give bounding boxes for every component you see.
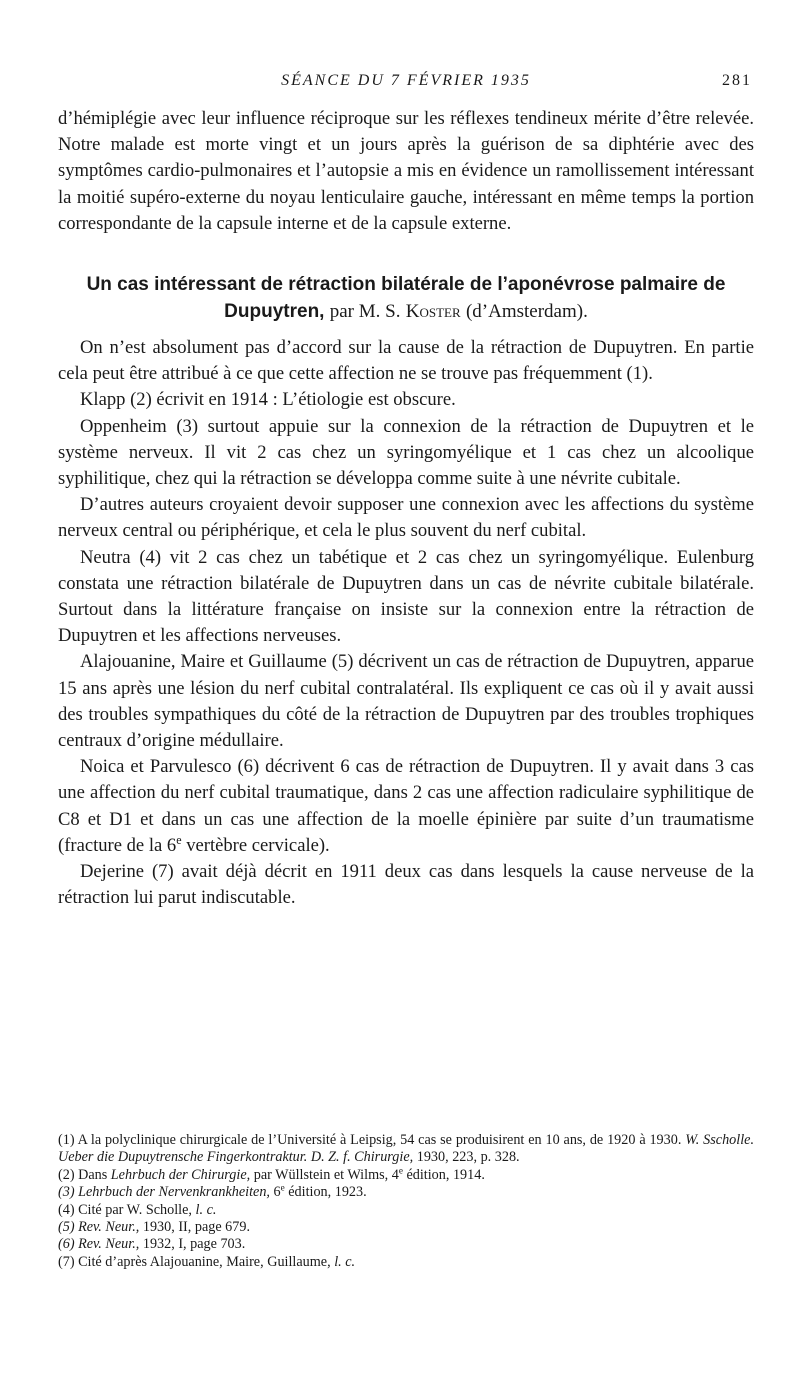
article-heading [58,271,754,325]
footnote-3-sup: e [280,1182,285,1193]
footnote-5-title: (5) Rev. Neur., [58,1219,140,1236]
running-head [60,72,752,94]
main-text [58,106,754,911]
footnote-6-title: (6) Rev. Neur., [58,1236,140,1253]
paragraph: On n’est absolument pas d’accord sur la cause de la rétraction de Dupuytren. En partie cela peut être attribué à ce que cette affection ne se trouve pas fréquemment (1). [58,337,754,385]
paragraph: Alajouanine, Maire et Guillaume (5) décrivent un cas de rétraction de Dupuytren, apparue 15 ans après une lésion du nerf cubital contralatéral. Ils expliquent ce cas où il y avait aussi des troubles sympathiques du côté de la rétraction de Dupuytren par des troubles trophiques centraux d’origine médullaire. [58,651,754,752]
footnote-7 [58,1254,754,1271]
footnote-1-ref: 1930, 223, p. 328. [416,1149,520,1166]
footnote-4 [58,1202,754,1219]
paragraph: D’autres auteurs croyaient devoir supposer une connexion avec les affections du système nerveux central ou périphérique, et cela le plus souvent du nerf cubital. [58,494,754,542]
opening-paragraph: d’hémiplégie avec leur influence réciproque sur les réflexes tendineux mérite d’être relevée. Notre malade est morte vingt et un jours après la guérison de sa diphtérie avec des symptômes cardio-pulmonaires et l’autopsie a mis en évidence un ramollissement intéressant la moitié supéro-externe du noyau lenticulaire gauche, intéressant en même temps la portion correspondante de la capsule interne et de la capsule externe. [58,108,754,234]
footnote-6 [58,1236,754,1253]
footnote-2-title: Lehrbuch der Chirurgie, [110,1166,251,1183]
running-title: SÉANCE DU 7 FÉVRIER 1935 [281,72,531,89]
footnote-4-ref: l. c. [195,1201,217,1218]
article-author: Koster [405,301,461,323]
footnote-6-ref: 1932, I, page 703. [142,1236,246,1253]
footnote-3 [58,1184,754,1201]
noica-text-b: vertèbre cervicale). [181,834,330,856]
footnote-3-title: (3) Lehrbuch der Nervenkrankheiten, [58,1184,270,1201]
paragraph: Neutra (4) vit 2 cas chez un tabétique et 2 cas chez un syringomyélique. Eulenburg constata une rétraction bilatérale de Dupuytren dans un cas de névrite cubitale bilatérale. Surtout dans la littérature française on insiste sur la connexion entre la rétraction de Dupuytren et les affections nerveuses. [58,546,754,647]
paragraph: Oppenheim (3) surtout appuie sur la connexion de la rétraction de Dupuytren et le système nerveux. Il vit 2 cas chez un syringomyélique et 1 cas chez un alcoolique syphilitique, chez qui la rétraction se développa comme suite à une névrite cubitale. [58,415,754,490]
article-title: Un cas intéressant de rétraction bilatérale de l’aponévrose palmaire de Dupuytren, [86,274,726,323]
footnote-2-ref: par Wüllstein et Wilms, 4 [253,1166,399,1183]
article-byline-prefix: par M. S. [329,301,401,323]
footnote-2-sup: e [398,1165,403,1176]
footnote-4-text: (4) Cité par W. Scholle, [58,1201,192,1218]
footnote-5-ref: 1930, II, page 679. [142,1219,251,1236]
footnote-1-text: (1) A la polyclinique chirurgicale de l’Université à Leipsig, 54 cas se produisirent en 10 ans, de 1920 à 1930. [58,1132,682,1148]
footnotes [58,1132,754,1271]
noica-superscript: e [176,832,182,847]
footnote-7-ref: l. c. [334,1253,356,1270]
footnote-2-text: (2) Dans [58,1166,108,1183]
closing-paragraph: Dejerine (7) avait déjà décrit en 1911 deux cas dans lesquels la cause nerveuse de la rétraction lui parut indiscutable. [58,861,754,909]
footnote-7-text: (7) Cité d’après Alajouanine, Maire, Guillaume, [58,1253,331,1270]
article-affiliation: (d’Amsterdam). [465,301,588,323]
noica-text-a: Noica et Parvulesco (6) décrivent 6 cas de rétraction de Dupuytren. Il y avait dans 3 cas une affection du nerf cubital traumatique, dans 2 cas une affection radiculaire syphilitique de C8 et D1 et dans un cas une affection de la moelle épinière par suite d’un traumatisme (fracture de la 6 [58,756,754,856]
footnote-3-ref: 6 [273,1184,281,1201]
footnote-2 [58,1167,754,1184]
footnote-1 [58,1132,754,1167]
paragraph: Klapp (2) écrivit en 1914 : L’étiologie est obscure. [80,389,456,411]
page-number: 281 [722,72,752,89]
footnote-1-title: W. Sscholle. Ueber die Dupuytrensche Fingerkontraktur. D. Z. f. Chirurgie, [58,1132,754,1166]
footnote-3-ref-end: édition, 1923. [284,1184,367,1201]
footnote-5 [58,1219,754,1236]
paragraph-noica [58,754,754,859]
footnote-2-ref-end: édition, 1914. [402,1166,485,1183]
